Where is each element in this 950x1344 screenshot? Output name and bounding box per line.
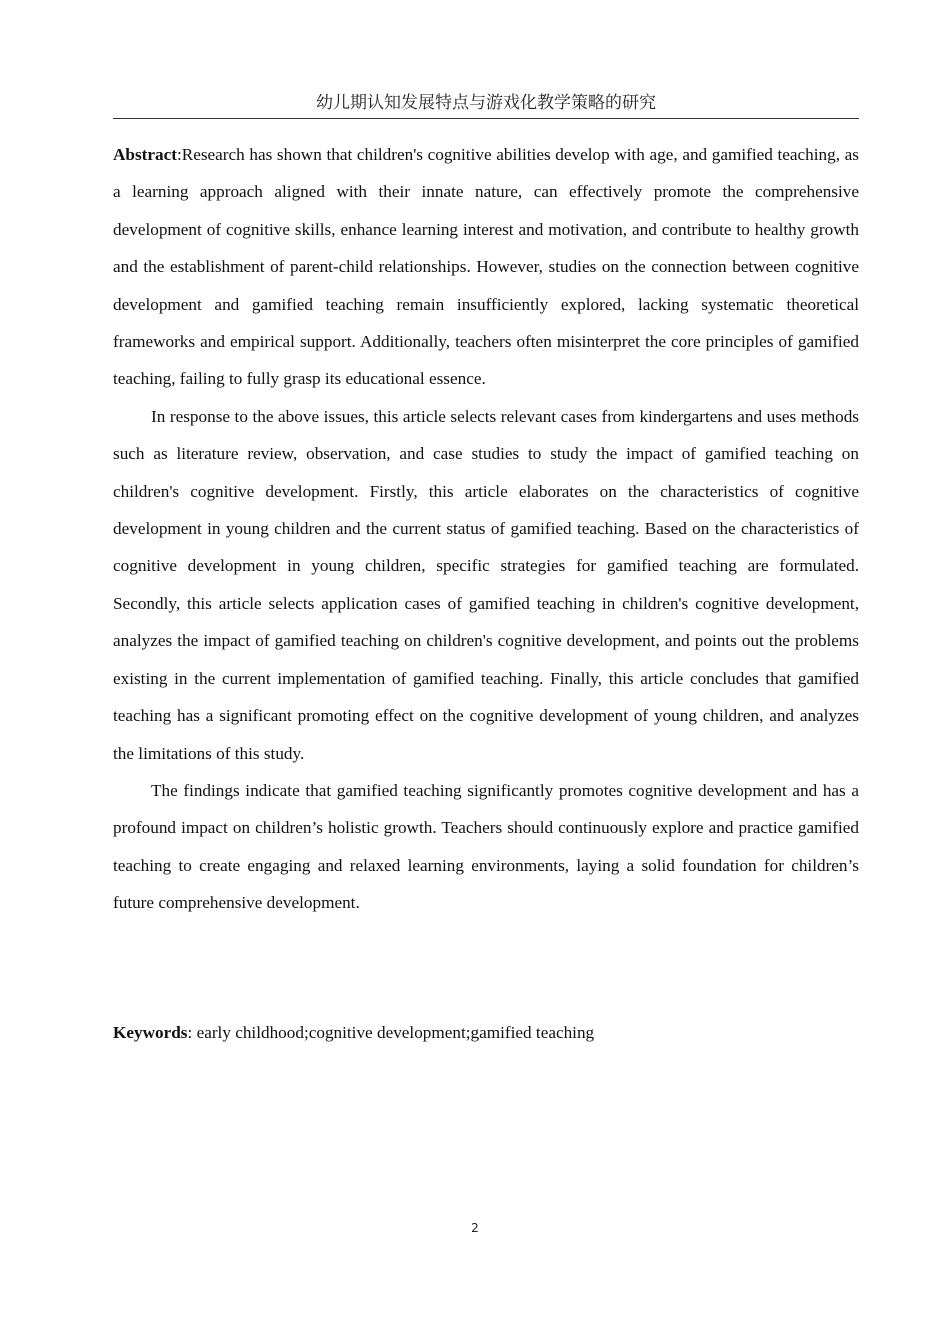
abstract-paragraph-3: The findings indicate that gamified teaching significantly promotes cognitive development and has a profound impact on children’s holistic growth. Teachers should continuously explore and practice gamified teaching to create engaging and relaxed learning environments, laying a solid foundation for children’s future comprehensive development. [113, 780, 859, 913]
abstract-paragraph-1 [113, 136, 859, 398]
page-number: 2 [471, 1221, 479, 1235]
abstract-separator: : [176, 145, 182, 164]
keywords-text: early childhood;cognitive development;gamified teaching [196, 1023, 595, 1042]
keywords-separator: : [187, 1023, 197, 1042]
abstract-body [113, 136, 859, 922]
header-rule [113, 118, 859, 119]
keywords-label: Keywords [113, 1023, 188, 1042]
abstract-paragraph-1-text: Research has shown that children's cognitive abilities develop with age, and gamified teaching, as a learning approach aligned with their innate nature, can effectively promote the comprehensive development of cognitive skills, enhance learning interest and motivation, and contribute to healthy growth and the establishment of parent-child relationships. However, studies on the connection between cognitive development and gamified teaching remain insufficiently explored, lacking systematic theoretical frameworks and empirical support. Additionally, teachers often misinterpret the core principles of gamified teaching, failing to fully grasp its educational essence. [113, 145, 859, 389]
abstract-label: Abstract [113, 145, 177, 164]
keywords-line [113, 1014, 859, 1051]
running-header: 幼儿期认知发展特点与游戏化教学策略的研究 [316, 93, 656, 113]
abstract-paragraph-2: In response to the above issues, this article selects relevant cases from kindergartens and uses methods such as literature review, observation, and case studies to study the impact of gamified teaching on children's cognitive development. Firstly, this article elaborates on the characteristics of cognitive development in young children and the current status of gamified teaching. Based on the characteristics of cognitive development in young children, specific strategies for gamified teaching are formulated. Secondly, this article selects application cases of gamified teaching in children's cognitive development, analyzes the impact of gamified teaching on children's cognitive development, and points out the problems existing in the current implementation of gamified teaching. Finally, this article concludes that gamified teaching has a significant promoting effect on the cognitive development of young children, and analyzes the limitations of this study. [113, 406, 859, 763]
